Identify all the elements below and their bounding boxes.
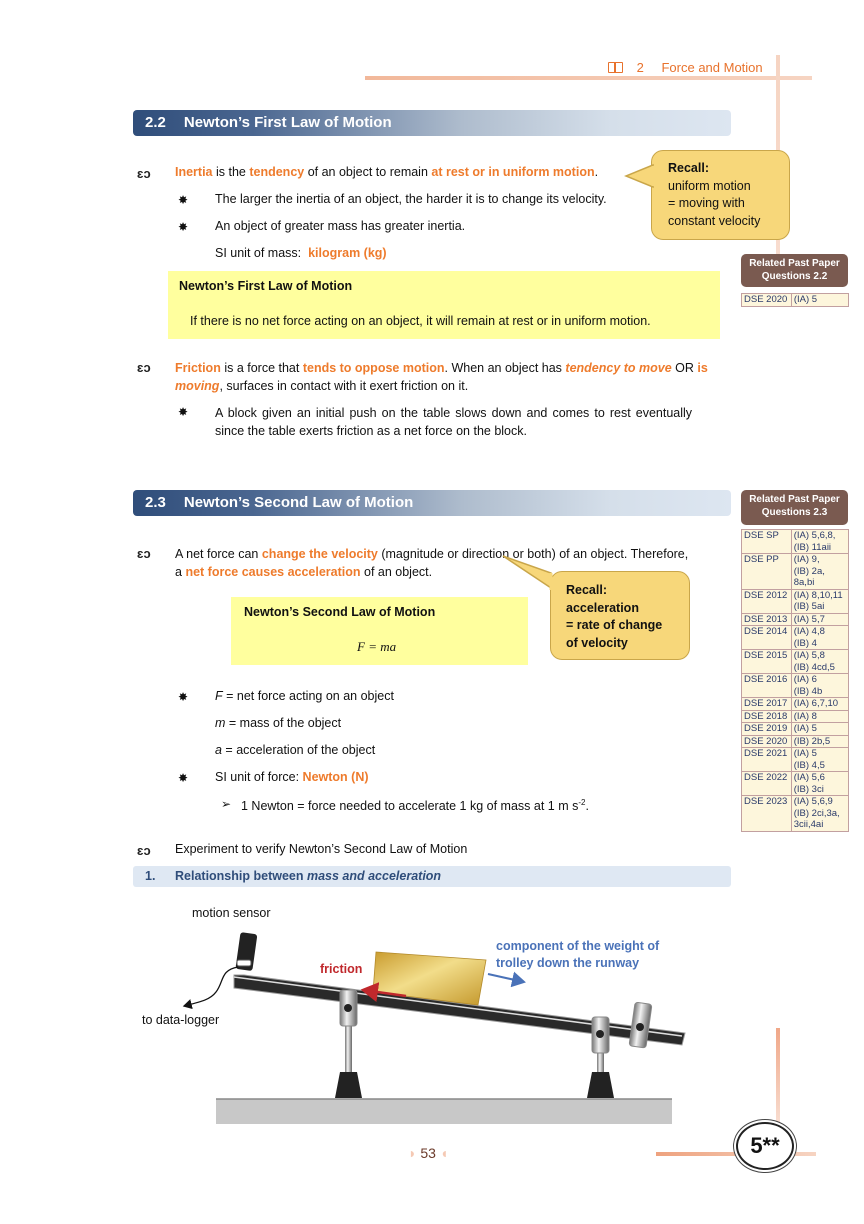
text: is a force that (220, 361, 303, 375)
newton-second-law-box (231, 597, 528, 665)
table-row (742, 698, 849, 711)
question-line: (IA) 5 (793, 723, 817, 734)
year-cell: DSE 2016 (742, 674, 792, 698)
table-row (742, 554, 849, 590)
friction-line-1 (175, 359, 731, 377)
term-causes-acceleration: net force causes acceleration (185, 565, 361, 579)
question-line: (IA) 8,10,11 (793, 589, 843, 601)
heading-line: Questions 2.3 (761, 507, 828, 518)
question-line: (IA) 4,8 (793, 626, 825, 637)
term-rest-uniform: at rest or in uniform motion (431, 165, 595, 179)
questions-cell (791, 613, 848, 626)
table-row (742, 723, 849, 736)
section-title: Newton’s First Law of Motion (183, 114, 392, 131)
definition-m (215, 716, 341, 730)
recall-callout-acceleration (550, 571, 690, 660)
table-row (742, 772, 849, 796)
table-row (742, 626, 849, 650)
question-line: (IA) 5 (793, 748, 817, 759)
term-tendency-move: tendency to move (565, 361, 672, 375)
recall-line: of velocity (566, 635, 628, 650)
symbol: F (215, 689, 223, 703)
fancy-bullet-icon: ɛɔ (137, 360, 151, 375)
subsection-title: Relationship between (175, 869, 307, 883)
year-cell: DSE PP (742, 554, 792, 590)
year-cell: DSE 2023 (742, 796, 792, 832)
recall-line: uniform motion (668, 178, 751, 193)
heading-line: Questions 2.2 (761, 271, 828, 282)
question-line: (IA) 5,6 (793, 772, 825, 783)
star-bullet-icon: ✸ (178, 690, 189, 704)
running-header (608, 60, 763, 75)
text: (magnitude or direction or both) of an object. Therefore, (377, 547, 689, 561)
question-line: 3cii,4ai (793, 819, 824, 830)
subsection-title-italic: mass and acceleration (306, 869, 442, 883)
question-line: (IB) 4 (793, 637, 817, 649)
text: . When an object has (444, 361, 566, 375)
star-bullet-icon: ✸ (178, 220, 189, 234)
text: a (175, 565, 186, 579)
level-badge: 5** (736, 1122, 794, 1170)
experiment-title: Experiment to verify Newton’s Second Law of Motion (175, 842, 468, 856)
section-number: 2.2 (145, 114, 166, 131)
value: Newton (N) (302, 770, 369, 784)
questions-cell (791, 723, 848, 736)
recall-line: constant velocity (668, 213, 761, 228)
page-number-value: 53 (420, 1145, 436, 1161)
page-marker-icon: ◗ (408, 1145, 417, 1161)
questions-cell (791, 554, 848, 590)
definition-F (215, 689, 394, 703)
sensor-lens (237, 960, 251, 966)
past-paper-heading-2-2 (741, 254, 848, 287)
question-line: (IA) 5,6,8, (793, 530, 836, 541)
recall-line: acceleration (566, 600, 639, 615)
question-line: (IA) 5,6,9 (793, 796, 833, 807)
table-row (742, 748, 849, 772)
questions-cell (791, 748, 848, 772)
clamp-bolt (344, 1004, 352, 1012)
text: = acceleration of the object (221, 743, 376, 757)
questions-cell (791, 710, 848, 723)
question-line: (IB) 11aii (793, 541, 832, 553)
law-title: Newton’s First Law of Motion (179, 279, 353, 293)
weight-component-label (496, 938, 659, 972)
friction-example (215, 404, 692, 440)
weight-component-arrow (488, 974, 524, 982)
chapter-title: Force and Motion (661, 60, 763, 75)
questions-cell (791, 530, 848, 554)
questions-cell (791, 796, 848, 832)
recall-line: = rate of change (566, 618, 663, 632)
subsection-number: 1. (145, 869, 156, 883)
question-line: (IB) 2ci,3a, (793, 807, 840, 819)
question-line: (IA) 8 (793, 710, 817, 722)
term-friction: Friction (175, 361, 221, 375)
year-cell: DSE 2020 (742, 735, 792, 748)
inertia-point-1: The larger the inertia of an object, the harder it is to change its velocity. (215, 192, 607, 206)
data-logger-cable (184, 967, 238, 1006)
questions-cell (791, 772, 848, 796)
header-rule (365, 76, 812, 80)
label: SI unit of mass: (215, 246, 302, 260)
newton-first-law-box (168, 271, 720, 339)
clamp-bolt (596, 1030, 604, 1038)
recall-title: Recall: (668, 161, 709, 175)
inertia-point-2: An object of greater mass has greater inertia. (215, 219, 466, 233)
si-unit-mass (215, 246, 387, 260)
question-line: (IB) 4b (793, 685, 823, 697)
text: of an object. (360, 565, 433, 579)
table-row (742, 589, 849, 613)
question-line: (IA) 6,7,10 (793, 698, 839, 709)
year-cell: DSE 2012 (742, 589, 792, 613)
text: OR (671, 361, 698, 375)
questions-cell (791, 735, 848, 748)
footer-vertical-rule (776, 1028, 780, 1123)
page-number (408, 1145, 448, 1161)
text: . (585, 799, 589, 814)
text: , surfaces in contact with it exert friction on it. (219, 379, 469, 393)
table-row (742, 650, 849, 674)
star-bullet-icon: ✸ (178, 771, 189, 785)
question-line: (IB) 5ai (793, 601, 825, 612)
year-cell: DSE 2020 (742, 294, 792, 307)
recall-callout-uniform-motion (651, 150, 790, 240)
question-line: 8a,bi (793, 577, 815, 588)
table-row (742, 710, 849, 723)
term-oppose: tends to oppose motion (302, 361, 445, 375)
term-change-velocity: change the velocity (261, 547, 378, 561)
bench-surface (216, 1099, 672, 1124)
text: A net force can (175, 547, 262, 561)
fancy-bullet-icon: ɛɔ (137, 166, 151, 181)
term-moving: moving (175, 379, 220, 393)
arrow-bullet-icon: ➢ (221, 797, 232, 811)
clamp-bolt (636, 1023, 644, 1031)
inertia-definition (175, 165, 598, 179)
chapter-number: 2 (636, 60, 644, 75)
section-heading-2-3 (133, 490, 731, 516)
label-line: component of the weight of (496, 939, 660, 953)
question-line: (IB) 2a, (793, 565, 825, 577)
year-cell: DSE 2022 (742, 772, 792, 796)
question-line: (IB) 2b,5 (793, 735, 831, 747)
question-line: (IB) 4,5 (793, 759, 825, 771)
past-paper-table-2-2 (741, 293, 849, 307)
table-row (742, 530, 849, 554)
value: kilogram (kg) (308, 246, 387, 260)
question-line: (IB) 3ci (793, 783, 824, 795)
question-line: (IA) 5,7 (793, 613, 825, 625)
recall-line: = moving with (668, 196, 745, 210)
table-row (742, 796, 849, 832)
text: of an object to remain (304, 165, 432, 179)
question-line: (IA) 5,8 (793, 650, 825, 661)
term-inertia: Inertia (175, 165, 213, 179)
text: . (594, 165, 599, 179)
question-line: (IA) 9, (793, 554, 820, 565)
question-line: (IB) 4cd,5 (793, 661, 835, 673)
callout-pointer (624, 163, 654, 189)
text: A block given an initial push on the table slows down and comes to rest eventually (215, 406, 693, 420)
questions-cell: (IA) 5 (791, 294, 848, 307)
year-cell: DSE 2021 (742, 748, 792, 772)
past-paper-table-2-3 (741, 529, 849, 832)
label: SI unit of force: (215, 770, 303, 784)
table-row (742, 294, 849, 307)
fancy-bullet-icon: ɛɔ (137, 843, 151, 858)
si-unit-force (215, 770, 369, 784)
left-stand-foot (335, 1072, 362, 1098)
text: = mass of the object (225, 716, 342, 730)
text: 1 Newton = force needed to accelerate 1 kg of mass at 1 m s (241, 799, 579, 814)
year-cell: DSE 2014 (742, 626, 792, 650)
motion-sensor-label: motion sensor (192, 906, 271, 920)
exponent: -2 (578, 798, 586, 807)
questions-cell (791, 674, 848, 698)
year-cell: DSE 2019 (742, 723, 792, 736)
fancy-bullet-icon: ɛɔ (137, 546, 151, 561)
law-title: Newton’s Second Law of Motion (244, 605, 436, 619)
page-marker-icon: ◖ (439, 1145, 449, 1161)
symbol: m (215, 716, 226, 730)
definition-a (215, 743, 375, 757)
right-stand-foot (587, 1072, 614, 1098)
subsection-heading (133, 866, 731, 887)
questions-cell (791, 626, 848, 650)
section-number: 2.3 (145, 494, 166, 511)
questions-cell (791, 650, 848, 674)
questions-cell (791, 589, 848, 613)
data-logger-label: to data-logger (142, 1013, 220, 1027)
questions-cell (791, 698, 848, 711)
year-cell: DSE SP (742, 530, 792, 554)
friction-label: friction (320, 962, 363, 976)
label-line: trolley down the runway (496, 956, 640, 970)
table-row (742, 735, 849, 748)
recall-title: Recall: (566, 583, 607, 597)
friction-line-2 (175, 377, 731, 395)
table-row (742, 674, 849, 698)
text: = net force acting on an object (222, 689, 394, 703)
text: is the (212, 165, 250, 179)
star-bullet-icon: ✸ (178, 193, 189, 207)
term-is: is (697, 361, 708, 375)
year-cell: DSE 2013 (742, 613, 792, 626)
table-row (742, 613, 849, 626)
section-title: Newton’s Second Law of Motion (183, 494, 414, 511)
past-paper-heading-2-3 (741, 490, 848, 525)
law-statement: If there is no net force acting on an object, it will remain at rest or in uniform motion. (190, 314, 651, 328)
section-heading-2-2 (133, 110, 731, 136)
year-cell: DSE 2018 (742, 710, 792, 723)
newton-definition (241, 798, 589, 813)
formula: F = ma (357, 639, 397, 654)
text: since the table exerts friction as a net force on the block. (215, 424, 527, 438)
term-tendency: tendency (249, 165, 305, 179)
intro-line-1 (175, 545, 688, 563)
heading-line: Related Past Paper (749, 258, 840, 269)
friction-definition (175, 359, 731, 395)
callout-pointer (501, 554, 561, 594)
year-cell: DSE 2015 (742, 650, 792, 674)
year-cell: DSE 2017 (742, 698, 792, 711)
question-line: (IA) 6 (793, 674, 817, 685)
heading-line: Related Past Paper (749, 494, 840, 505)
star-bullet-icon: ✸ (178, 405, 189, 419)
symbol: a (215, 743, 222, 757)
book-icon (608, 62, 623, 73)
